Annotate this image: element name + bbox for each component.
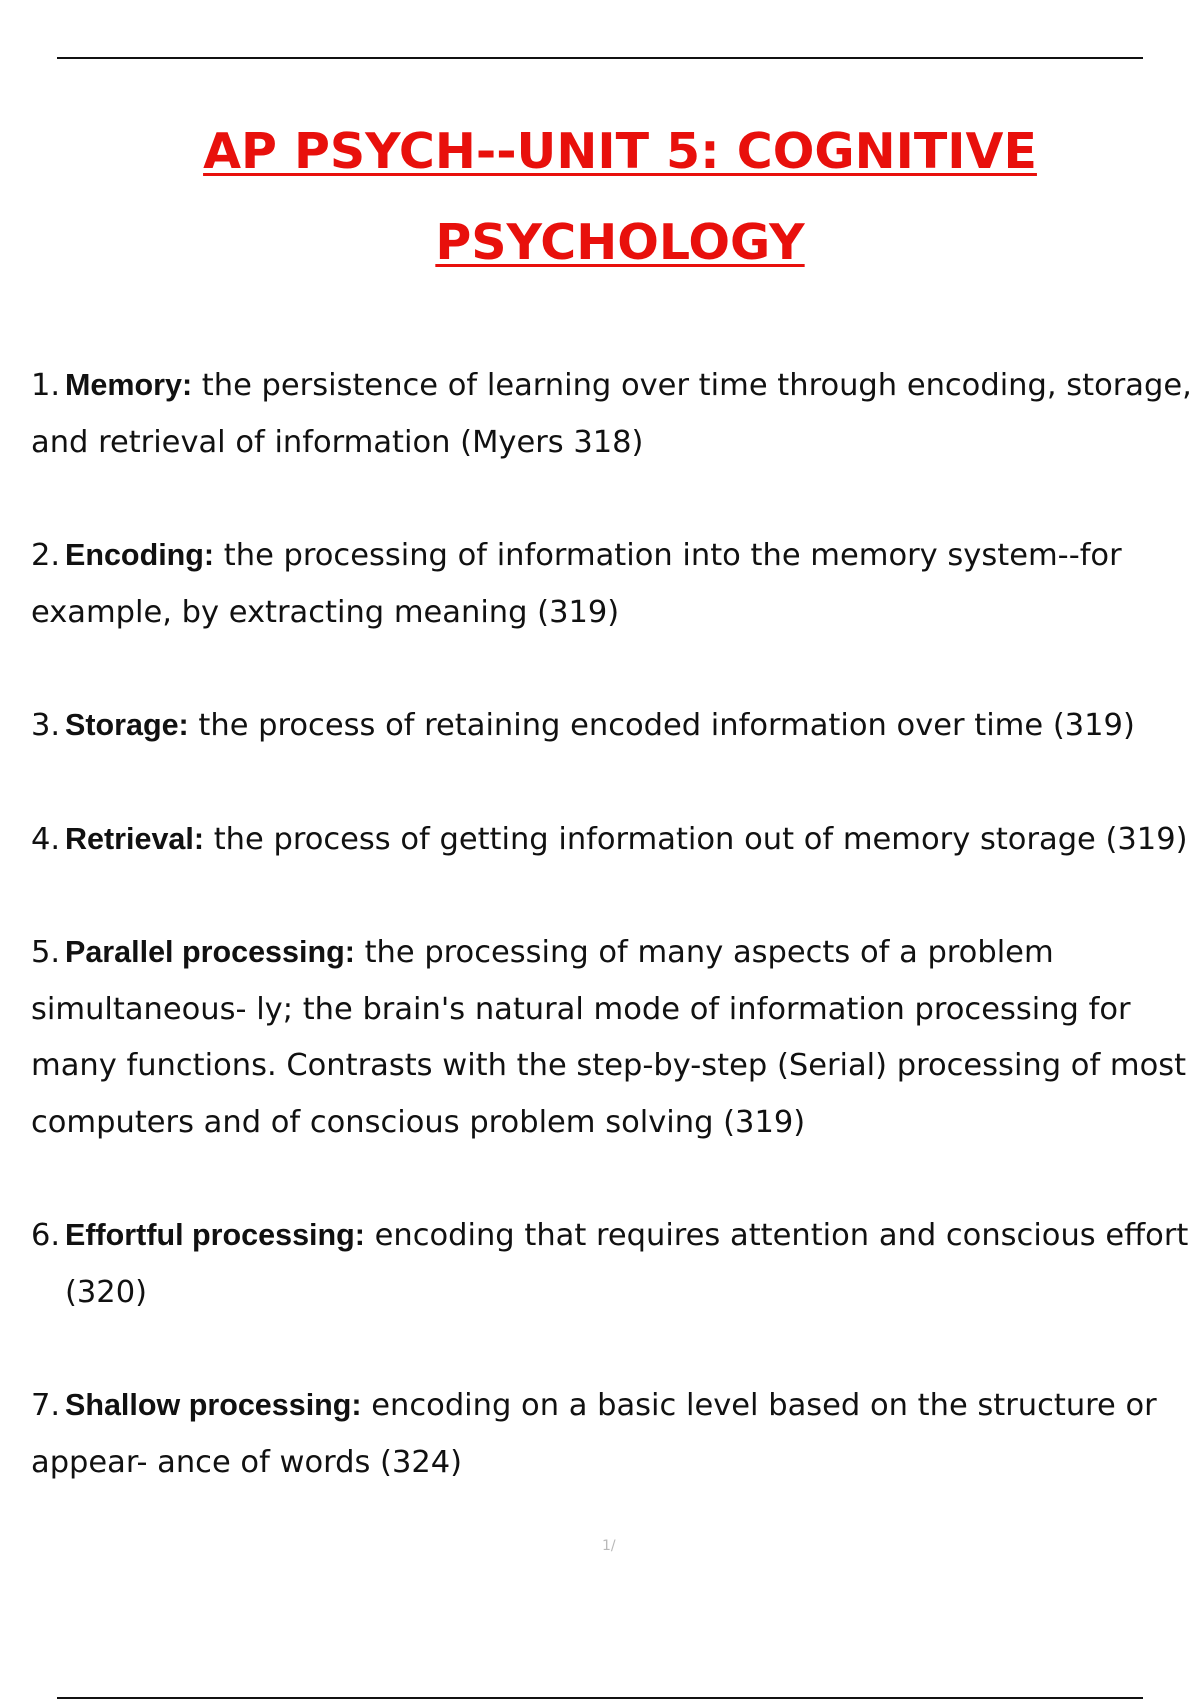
term-label: Memory:	[65, 368, 193, 402]
item-number: 6.	[31, 1218, 61, 1253]
bottom-rule	[57, 1697, 1143, 1699]
term-definition: the processing of information into the memory system--for example, by extracting meaning (319)	[31, 538, 1122, 630]
item-number: 3.	[31, 708, 61, 743]
item-number: 1.	[31, 368, 61, 403]
title-line-1: AP PSYCH--UNIT 5: COGNITIVE	[203, 123, 1037, 180]
term-label: Retrieval:	[65, 821, 205, 856]
glossary-item-effortful-processing	[31, 1207, 1200, 1321]
term-definition: the process of getting information out of memory storage (319)	[204, 821, 1188, 857]
item-number: 4.	[31, 821, 61, 857]
title-line-2: PSYCHOLOGY	[435, 214, 805, 271]
glossary-item-retrieval	[31, 811, 1200, 869]
glossary-item-shallow-processing	[31, 1377, 1200, 1491]
item-number: 5.	[31, 935, 61, 970]
glossary-item-encoding	[31, 527, 1200, 641]
term-label: Parallel processing:	[65, 935, 355, 969]
item-number: 7.	[31, 1388, 61, 1423]
glossary-item-parallel-processing	[31, 924, 1200, 1151]
term-label: Storage:	[65, 708, 189, 742]
term-label: Effortful processing:	[65, 1218, 365, 1252]
term-definition: the processing of many aspects of a problem simultaneous- ly; the brain's natural mode of information processing for many functions. Contrasts with the step-by-step (Serial) processing of most computers and of conscious problem solving (319)	[31, 935, 1187, 1140]
term-definition: encoding that requires attention and conscious effort (320)	[65, 1218, 1189, 1310]
item-number: 2.	[31, 538, 61, 573]
term-definition: encoding on a basic level based on the structure or appear- ance of words (324)	[31, 1388, 1157, 1480]
top-rule	[57, 57, 1143, 59]
page-marker: 1/	[602, 1538, 616, 1554]
glossary-item-storage	[31, 697, 1200, 755]
term-label: Encoding:	[65, 538, 215, 572]
term-definition: the persistence of learning over time through encoding, storage, and retrieval of information (Myers 318)	[31, 368, 1192, 460]
term-definition: the process of retaining encoded information over time (319)	[188, 708, 1135, 743]
glossary-list	[31, 357, 1200, 1547]
term-label: Shallow processing:	[65, 1388, 362, 1422]
glossary-item-memory	[31, 357, 1200, 471]
document-title	[30, 106, 1200, 288]
